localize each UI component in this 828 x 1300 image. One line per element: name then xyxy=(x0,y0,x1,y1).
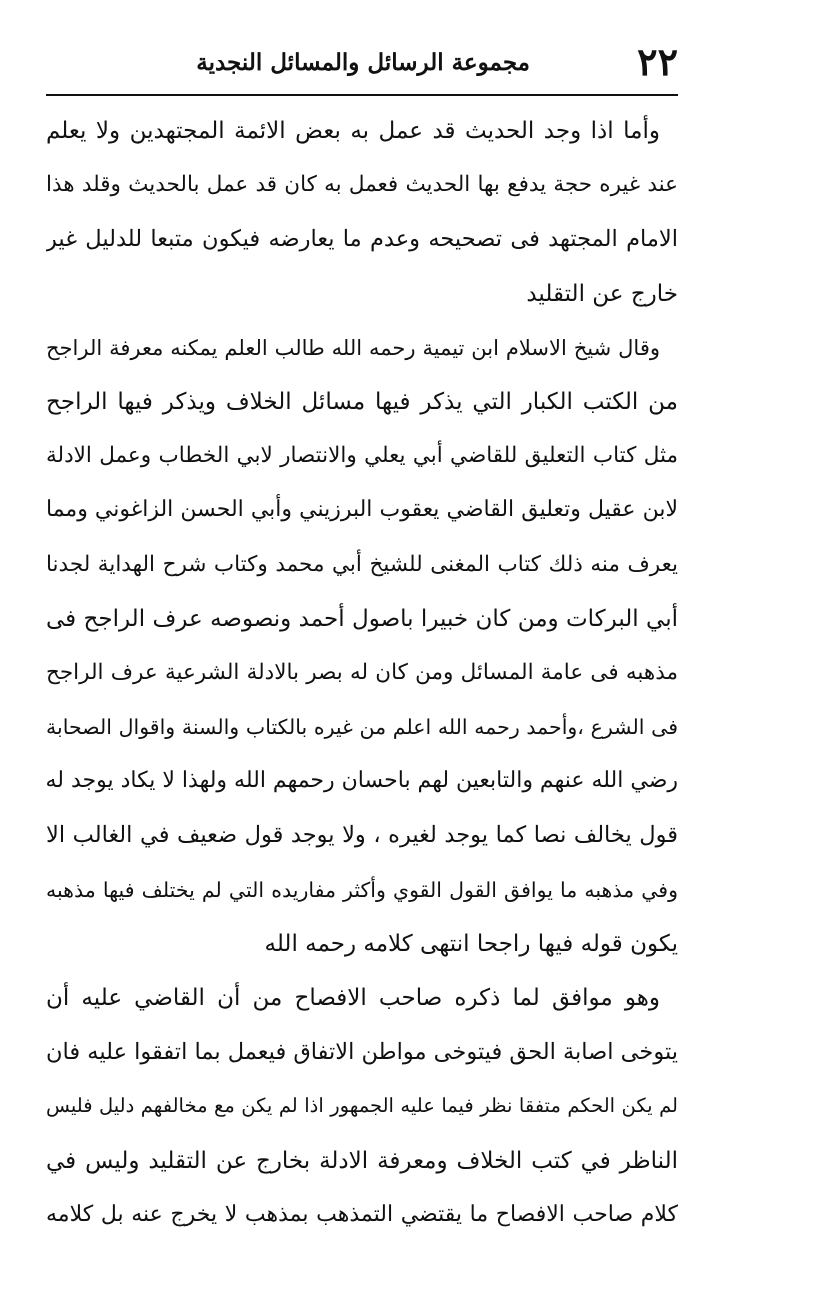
text-line: يعرف منه ذلك كتاب المغنى للشيخ أبي محمد وكتاب شرح الهداية لجدنا xyxy=(46,551,678,577)
text-line: الناظر في كتب الخلاف ومعرفة الادلة بخارج عن التقليد وليس في xyxy=(46,1147,678,1174)
paragraph-1 xyxy=(46,104,678,321)
text-line: وهو موافق لما ذكره صاحب الافصاح من أن القاضي عليه أن xyxy=(46,985,660,1011)
paragraph-3 xyxy=(46,971,678,1242)
text-line: لم يكن الحكم متفقا نظر فيما عليه الجمهور اذا لم يكن مع مخالفهم دليل فليس xyxy=(46,1094,678,1118)
page-number: ٢٢ xyxy=(637,39,678,84)
text-line: وأما اذا وجد الحديث قد عمل به بعض الائمة المجتهدين ولا يعلم xyxy=(46,118,660,144)
text-line: وقال شيخ الاسلام ابن تيمية رحمه الله طالب العلم يمكنه معرفة الراجح xyxy=(46,335,660,360)
paragraph-2 xyxy=(46,321,678,971)
text-line: وفي مذهبه ما يوافق القول القوي وأكثر مفاريده التي لم يختلف فيها مذهبه xyxy=(46,877,678,902)
text-line: لابن عقيل وتعليق القاضي يعقوب البرزيني وأبي الحسن الزاغوني ومما xyxy=(46,497,678,523)
text-line: مثل كتاب التعليق للقاضي أبي يعلي والانتصار لابي الخطاب وعمل الادلة xyxy=(46,443,678,469)
text-line: من الكتب الكبار التي يذكر فيها مسائل الخلاف ويذكر فيها الراجح xyxy=(46,388,678,415)
header-divider xyxy=(46,94,678,96)
text-line: عند غيره حجة يدفع بها الحديث فعمل به كان قد عمل بالحديث وقلد هذا xyxy=(46,172,678,198)
text-line: رضي الله عنهم والتابعين لهم باحسان رحمهم الله ولهذا لا يكاد يوجد له xyxy=(46,768,678,794)
text-line: فى الشرع ،وأحمد رحمه الله اعلم من غيره بالكتاب والسنة واقوال الصحابة xyxy=(46,715,678,740)
text-line: أبي البركات ومن كان خبيرا باصول أحمد ونصوصه عرف الراجح فى xyxy=(46,605,678,632)
text-line: مذهبه فى عامة المسائل ومن كان له بصر بالادلة الشرعية عرف الراجح xyxy=(46,659,678,685)
text-line: قول يخالف نصا كما يوجد لغيره ، ولا يوجد قول ضعيف في الغالب الا xyxy=(46,822,678,849)
text-line: خارج عن التقليد xyxy=(526,280,678,307)
text-line: كلام صاحب الافصاح ما يقتضي التمذهب بمذهب لا يخرج عنه بل كلامه xyxy=(46,1201,678,1227)
running-title: مجموعة الرسائل والمسائل النجدية xyxy=(196,49,530,76)
page-header xyxy=(46,38,678,92)
text-line: يكون قوله فيها راجحا انتهى كلامه رحمه الله xyxy=(264,930,678,957)
body-text xyxy=(46,104,678,1242)
text-line: يتوخى اصابة الحق فيتوخى مواطن الاتفاق فيعمل بما اتفقوا عليه فان xyxy=(46,1039,678,1066)
text-line: الامام المجتهد فى تصحيحه وعدم ما يعارضه فيكون متبعا للدليل غير xyxy=(46,226,678,253)
